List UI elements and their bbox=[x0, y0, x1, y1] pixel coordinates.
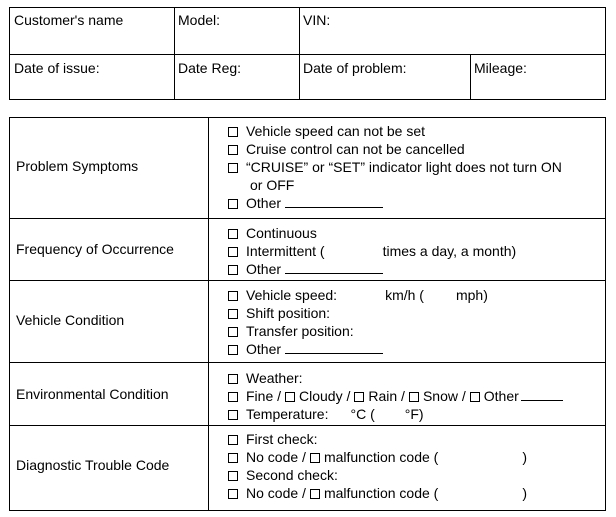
option-text: No code / bbox=[246, 449, 306, 465]
shift-position-option[interactable] bbox=[228, 304, 330, 322]
option-text: Other bbox=[246, 261, 282, 277]
date-of-issue-label: Date of issue: bbox=[14, 60, 100, 76]
checkbox[interactable] bbox=[228, 265, 238, 275]
option-text: Snow / bbox=[422, 388, 466, 404]
checkbox[interactable] bbox=[228, 247, 238, 257]
symptom-option[interactable] bbox=[228, 158, 562, 176]
dtc-label: Diagnostic Trouble Code bbox=[16, 457, 170, 473]
option-text: Vehicle speed can not be set bbox=[246, 123, 426, 139]
checkbox[interactable] bbox=[228, 145, 238, 155]
frequency-option[interactable] bbox=[228, 224, 317, 242]
transfer-position-option[interactable] bbox=[228, 322, 354, 340]
option-text: ) bbox=[522, 449, 528, 465]
weather-choices[interactable] bbox=[228, 387, 563, 405]
checkbox[interactable] bbox=[228, 327, 238, 337]
checkbox[interactable] bbox=[228, 471, 238, 481]
option-text: Continuous bbox=[246, 225, 317, 241]
option-text: Cloudy / bbox=[299, 388, 351, 404]
header-table bbox=[9, 7, 606, 100]
option-text: malfunction code ( bbox=[323, 449, 439, 465]
option-text: malfunction code ( bbox=[323, 485, 439, 501]
environmental-condition-label: Environmental Condition bbox=[16, 386, 169, 402]
option-text: Second check: bbox=[246, 467, 338, 483]
option-text: mph) bbox=[455, 287, 488, 303]
option-text: Fine / bbox=[246, 388, 282, 404]
blank-line[interactable] bbox=[285, 261, 383, 274]
option-text: °F) bbox=[404, 406, 424, 422]
blank-line[interactable] bbox=[521, 388, 563, 401]
option-text: No code / bbox=[246, 485, 306, 501]
option-text: Intermittent ( bbox=[246, 243, 325, 259]
checkbox[interactable] bbox=[470, 392, 480, 402]
second-check-codes[interactable] bbox=[228, 484, 527, 502]
option-text: times a day, a month) bbox=[382, 243, 517, 259]
frequency-option[interactable] bbox=[228, 242, 516, 260]
checkbox[interactable] bbox=[228, 309, 238, 319]
date-reg-label: Date Reg: bbox=[178, 60, 242, 76]
checkbox[interactable] bbox=[228, 345, 238, 355]
blank-line[interactable] bbox=[285, 195, 383, 208]
option-text-continued: or OFF bbox=[250, 177, 295, 193]
option-text: Shift position: bbox=[246, 305, 331, 321]
checkbox[interactable] bbox=[228, 199, 238, 209]
option-text: km/h ( bbox=[385, 287, 424, 303]
vin-label: VIN: bbox=[303, 12, 331, 28]
weather-option[interactable] bbox=[228, 369, 303, 387]
option-text: Cruise control can not be cancelled bbox=[246, 141, 465, 157]
option-text: Vehicle speed: bbox=[246, 287, 338, 303]
first-check-codes[interactable] bbox=[228, 448, 527, 466]
problem-symptoms-label: Problem Symptoms bbox=[16, 158, 139, 174]
checkbox[interactable] bbox=[228, 489, 238, 499]
mileage-label: Mileage: bbox=[474, 60, 527, 76]
checkbox[interactable] bbox=[228, 392, 238, 402]
second-check-option[interactable] bbox=[228, 466, 338, 484]
option-text: Other bbox=[483, 388, 519, 404]
date-of-problem-label: Date of problem: bbox=[303, 60, 407, 76]
temperature-option[interactable] bbox=[228, 405, 424, 423]
option-text: Rain / bbox=[368, 388, 405, 404]
checkbox[interactable] bbox=[310, 453, 320, 463]
checkbox[interactable] bbox=[354, 392, 364, 402]
frequency-option-other[interactable] bbox=[228, 260, 383, 278]
option-text: Other bbox=[246, 195, 282, 211]
option-text: Weather: bbox=[246, 370, 303, 386]
option-text: Other bbox=[246, 341, 282, 357]
symptom-option-other[interactable] bbox=[228, 194, 383, 212]
checkbox[interactable] bbox=[228, 127, 238, 137]
option-text: °C ( bbox=[350, 406, 375, 422]
symptom-option[interactable] bbox=[228, 140, 465, 158]
option-text: ) bbox=[522, 485, 528, 501]
option-text: Temperature: bbox=[246, 406, 329, 422]
symptom-option[interactable] bbox=[228, 122, 425, 140]
checkbox[interactable] bbox=[310, 489, 320, 499]
checkbox[interactable] bbox=[228, 229, 238, 239]
checkbox[interactable] bbox=[228, 291, 238, 301]
checkbox[interactable] bbox=[409, 392, 419, 402]
option-text: Transfer position: bbox=[246, 323, 354, 339]
first-check-option[interactable] bbox=[228, 430, 318, 448]
option-text: First check: bbox=[246, 431, 318, 447]
frequency-label: Frequency of Occurrence bbox=[16, 241, 174, 257]
vehicle-other-option[interactable] bbox=[228, 340, 383, 358]
checkbox[interactable] bbox=[228, 410, 238, 420]
checkbox[interactable] bbox=[285, 392, 295, 402]
checkbox[interactable] bbox=[228, 374, 238, 384]
checkbox[interactable] bbox=[228, 163, 238, 173]
checkbox[interactable] bbox=[228, 435, 238, 445]
blank-line[interactable] bbox=[285, 341, 383, 354]
checkbox[interactable] bbox=[228, 453, 238, 463]
option-text: “CRUISE” or “SET” indicator light does not turn ON bbox=[246, 159, 562, 175]
vehicle-speed-option[interactable] bbox=[228, 286, 488, 304]
customer-name-label: Customer's name bbox=[14, 12, 124, 28]
vehicle-condition-label: Vehicle Condition bbox=[16, 312, 125, 328]
diagnosis-table bbox=[9, 117, 606, 511]
model-label: Model: bbox=[178, 12, 221, 28]
